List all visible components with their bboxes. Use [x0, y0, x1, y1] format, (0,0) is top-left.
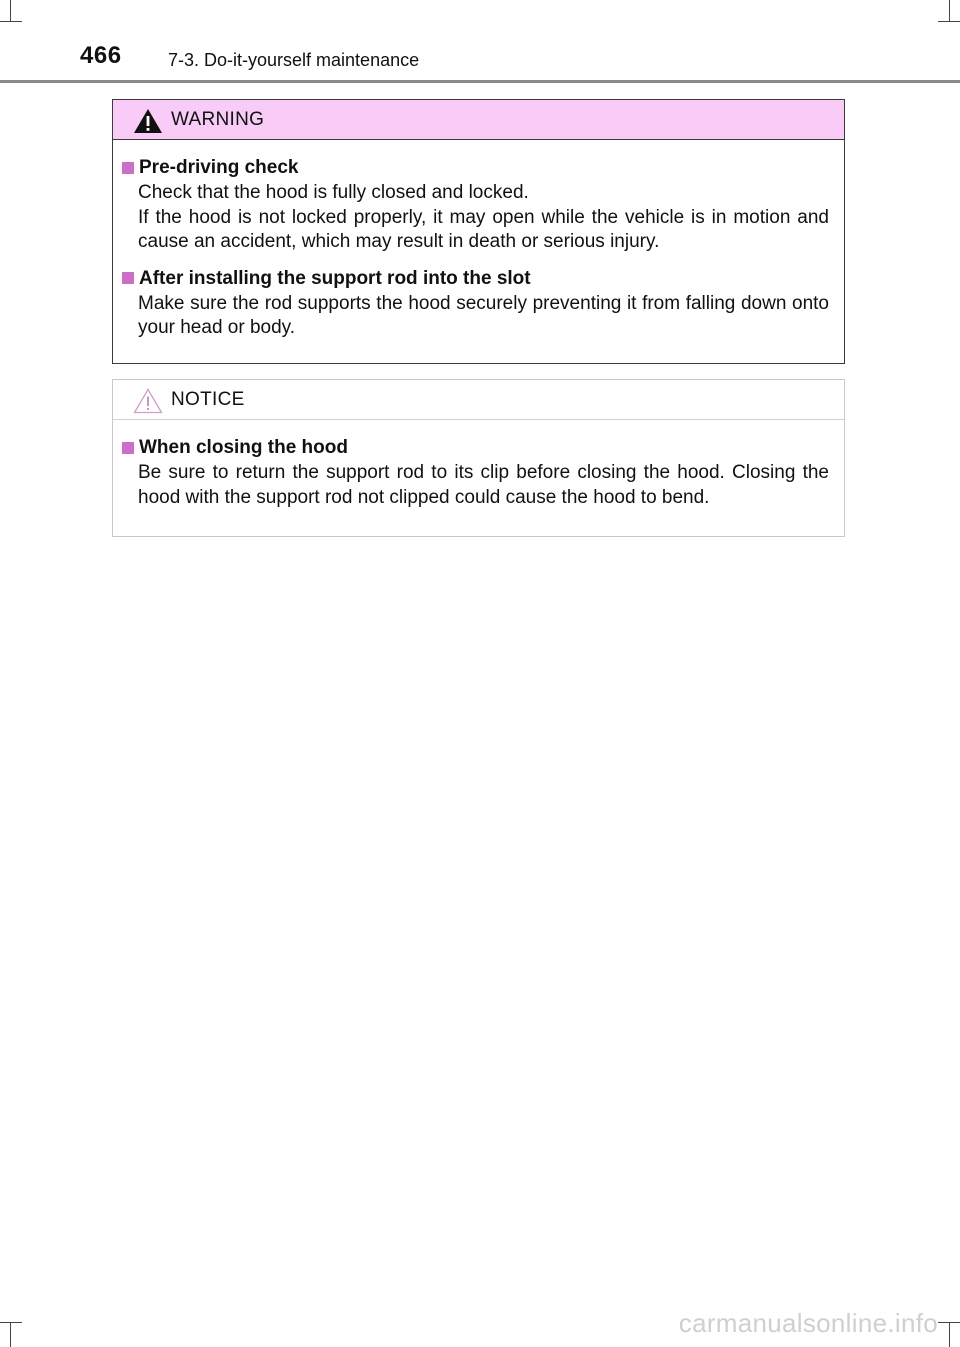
- warning-label: WARNING: [171, 109, 265, 130]
- item-title: [122, 154, 829, 181]
- item-title-text: After installing the support rod into the slot: [139, 267, 531, 289]
- notice-body: [113, 420, 844, 510]
- item-title: [122, 434, 829, 461]
- item-title: [122, 265, 829, 292]
- page-header: [0, 0, 960, 84]
- paragraph: Be sure to return the support rod to its clip before closing the hood. Closing the hood with the support rod not clipped could cause the hood to bend.: [138, 462, 829, 508]
- crop-mark: [949, 1322, 950, 1347]
- item-text: [138, 292, 829, 341]
- paragraph: Check that the hood is fully closed and locked.: [138, 182, 529, 203]
- item-title-text: When closing the hood: [139, 437, 348, 458]
- crop-mark: [0, 1322, 22, 1323]
- page-number: 466: [80, 42, 122, 69]
- item-title-text: Pre-driving check: [139, 157, 299, 178]
- crop-mark: [938, 1322, 960, 1323]
- section-title: 7-3. Do-it-yourself maintenance: [168, 50, 420, 70]
- warning-item: [122, 154, 829, 255]
- notice-item: [122, 434, 829, 510]
- notice-header: [113, 380, 844, 420]
- item-text: [138, 181, 829, 255]
- paragraph: If the hood is not locked properly, it may open while the vehicle is in motion and cause an accident, which may result in death or serious injury.: [138, 206, 829, 252]
- warning-box: [112, 99, 845, 364]
- warning-item: [122, 265, 829, 341]
- watermark: carmanualsonline.info: [678, 1308, 938, 1338]
- square-bullet-icon: [122, 442, 134, 454]
- notice-triangle-icon: [133, 388, 163, 414]
- notice-box: [112, 379, 845, 537]
- warning-header: [113, 100, 844, 140]
- paragraph: Make sure the rod supports the hood securely preventing it from falling down onto your head or body.: [138, 292, 829, 338]
- notice-label: NOTICE: [171, 389, 245, 410]
- square-bullet-icon: [122, 162, 134, 174]
- square-bullet-icon: [122, 272, 134, 284]
- item-text: [138, 461, 829, 510]
- warning-triangle-icon: [133, 108, 163, 134]
- warning-body: [113, 140, 844, 341]
- crop-mark: [10, 1322, 11, 1347]
- header-rule: [0, 80, 960, 83]
